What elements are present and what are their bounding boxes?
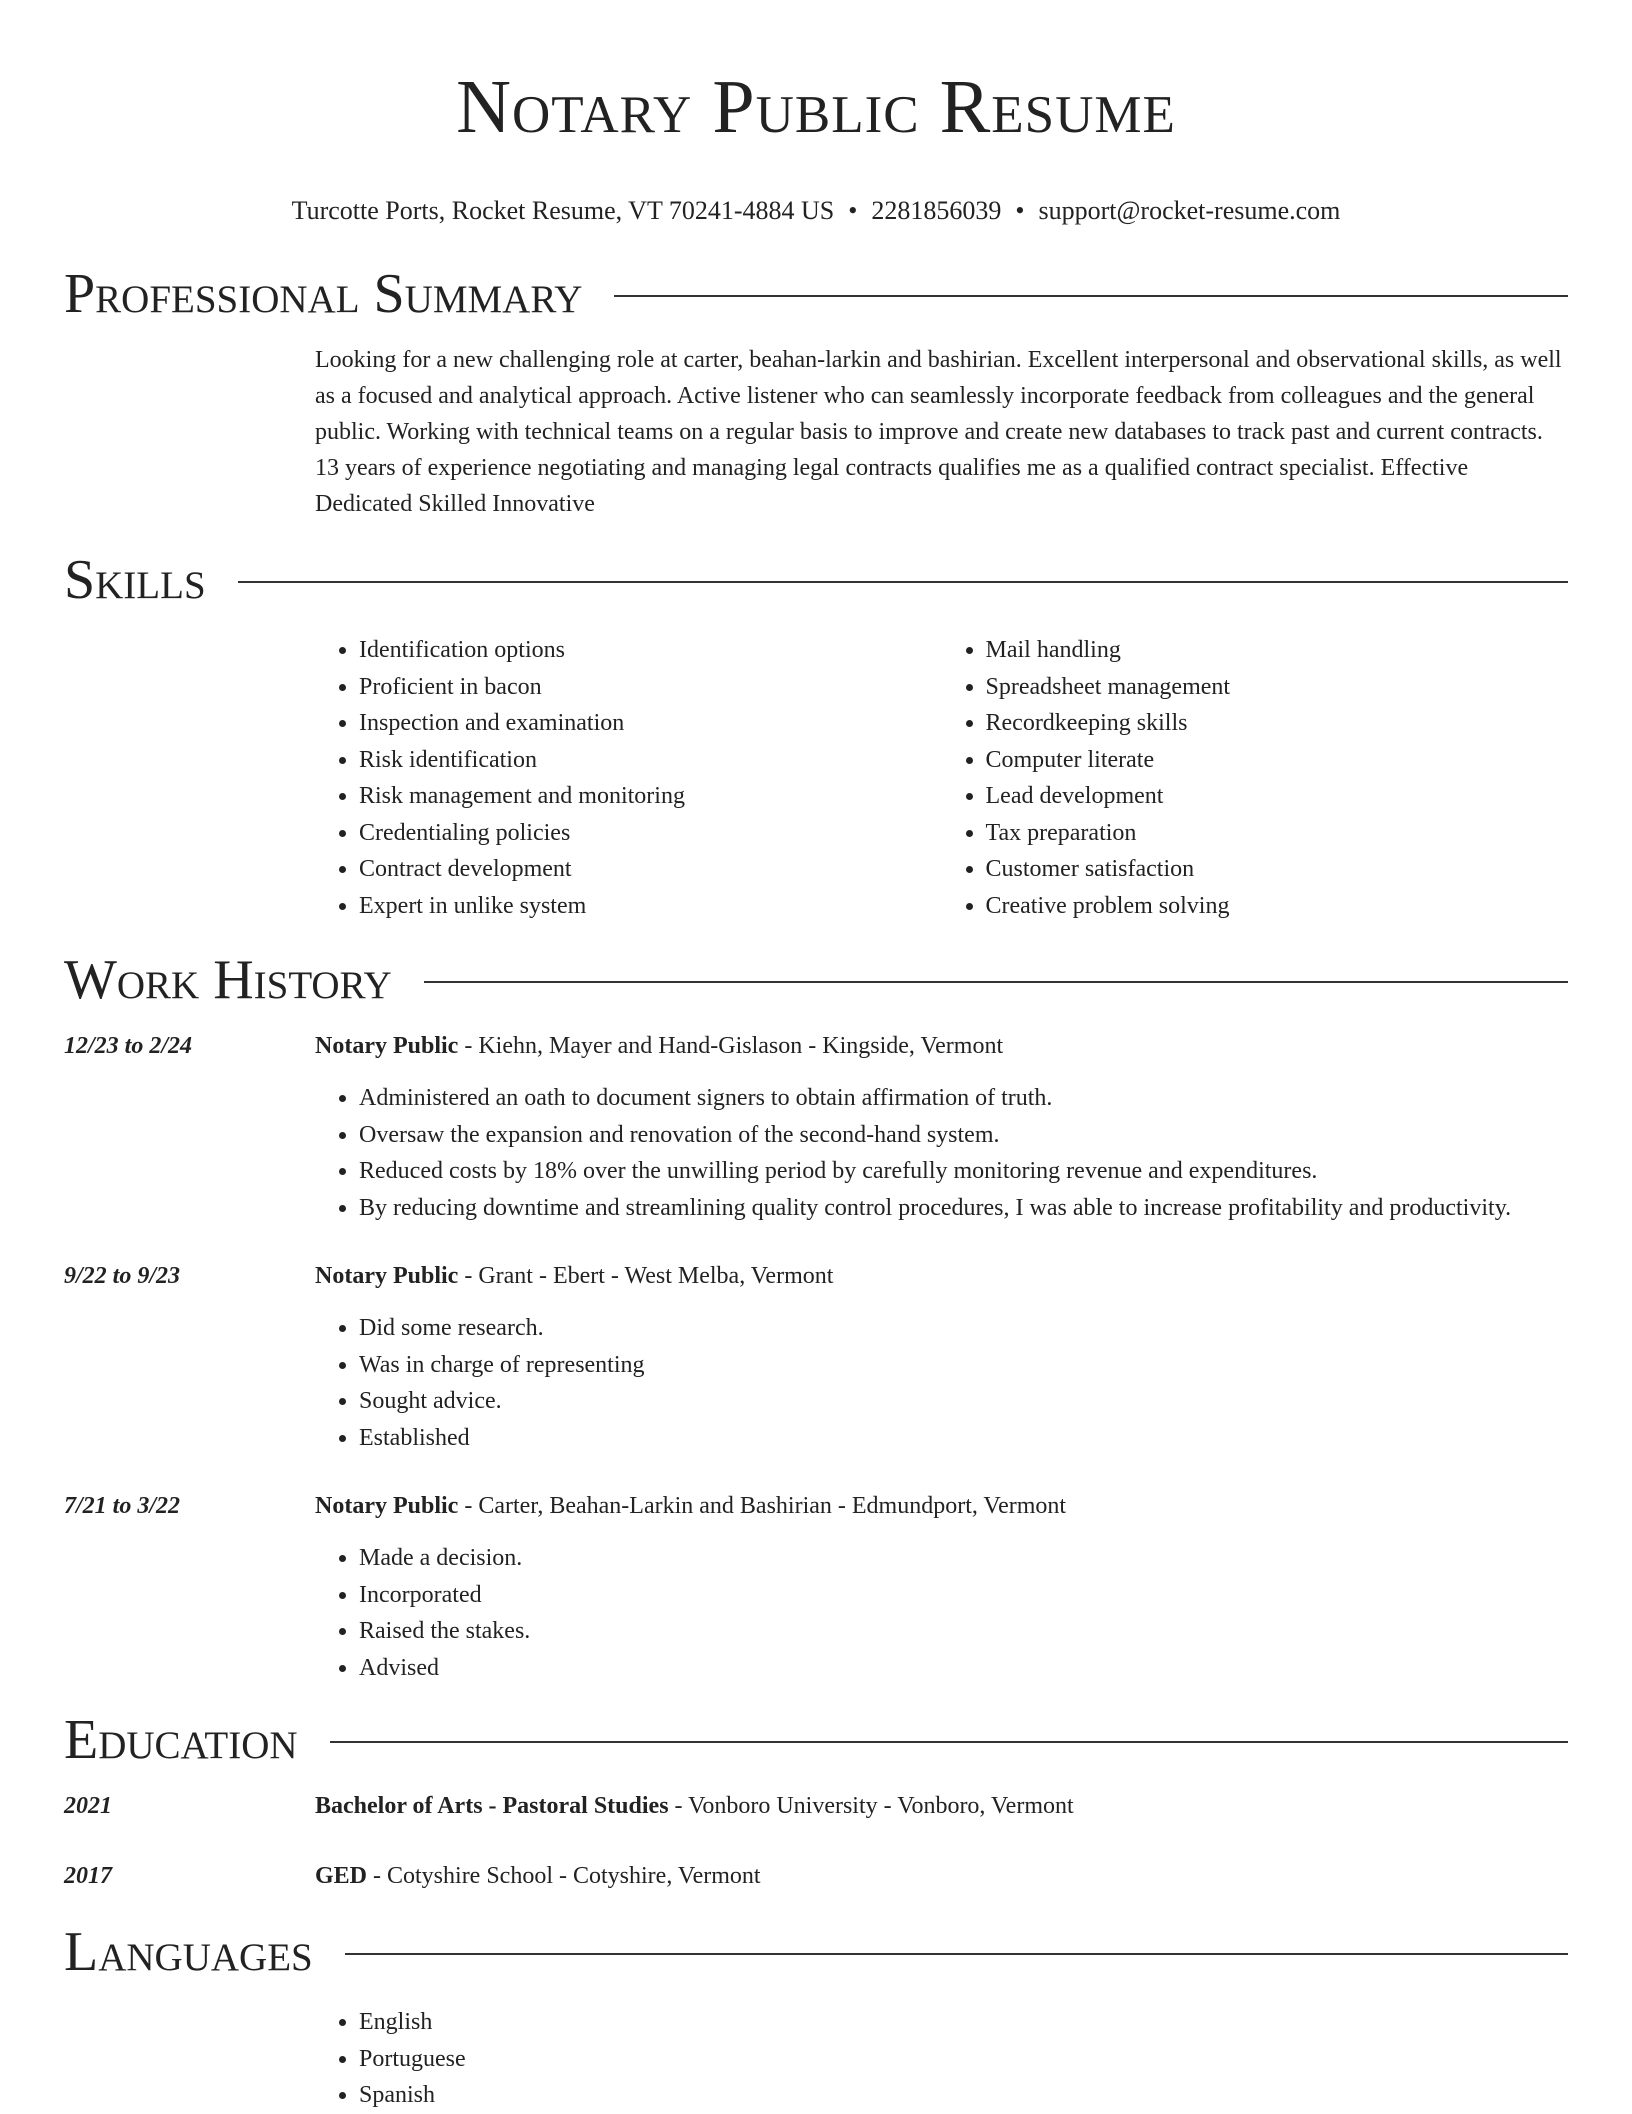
skills-heading: Skills — [64, 549, 206, 611]
work-dates: 7/21 to 3/22 — [64, 1493, 181, 1519]
skill-item: • Risk management and monitoring — [359, 778, 942, 815]
resume-title: Notary Public Resume — [456, 65, 1176, 149]
job-duty: • Raised the stakes. — [359, 1613, 1568, 1650]
skill-item: • Customer satisfaction — [986, 851, 1569, 888]
job-title: Notary Public — [315, 1493, 459, 1519]
contact-line — [64, 194, 1568, 228]
education-section-header — [64, 1708, 1568, 1772]
job-duty: • Incorporated — [359, 1577, 1568, 1614]
work-heading: Work History — [64, 949, 392, 1011]
education-line — [315, 1788, 1568, 1824]
skill-item: • Computer literate — [986, 742, 1569, 779]
skill-item: • Proficient in bacon — [359, 669, 942, 706]
work-section-header — [64, 948, 1568, 1012]
skills-list-left — [315, 632, 942, 924]
contact-separator: • — [1015, 196, 1025, 225]
job-employer: - Grant - Ebert - West Melba, Vermont — [458, 1263, 834, 1289]
language-item: • Spanish — [359, 2077, 1568, 2114]
job-duty: • Administered an oath to document signers to obtain affirmation of truth. — [359, 1080, 1568, 1117]
skill-item: • Contract development — [359, 851, 942, 888]
job-duty: • Did some research. — [359, 1310, 1568, 1347]
job-employer: - Carter, Beahan-Larkin and Bashirian - Edmundport, Vermont — [458, 1493, 1067, 1519]
education-line — [315, 1858, 1568, 1894]
job-duty: • Sought advice. — [359, 1383, 1568, 1420]
contact-address: Turcotte Ports, Rocket Resume, VT 70241-4884 US — [291, 196, 835, 225]
section-divider — [424, 981, 1568, 983]
skill-item: • Credentialing policies — [359, 815, 942, 852]
skill-item: • Spreadsheet management — [986, 669, 1569, 706]
contact-phone: 2281856039 — [871, 196, 1002, 225]
summary-heading: Professional Summary — [64, 263, 583, 325]
education-entry — [64, 1858, 1568, 1894]
section-divider — [330, 1741, 1568, 1743]
language-item: • English — [359, 2004, 1568, 2041]
job-duty: • Advised — [359, 1650, 1568, 1687]
languages-block — [315, 2004, 1568, 2114]
work-position-line — [315, 1028, 1568, 1064]
skill-item: • Identification options — [359, 632, 942, 669]
job-duty: • Established — [359, 1420, 1568, 1457]
education-school: - Cotyshire School - Cotyshire, Vermont — [367, 1863, 761, 1889]
section-divider — [614, 295, 1568, 297]
languages-heading: Languages — [64, 1921, 313, 1983]
education-degree: Bachelor of Arts - Pastoral Studies — [315, 1793, 669, 1819]
work-entry — [64, 1028, 1568, 1226]
language-item: • Portuguese — [359, 2041, 1568, 2078]
job-duties — [315, 1310, 1568, 1456]
skills-section-header — [64, 548, 1568, 612]
skill-item: • Mail handling — [986, 632, 1569, 669]
work-dates: 9/22 to 9/23 — [64, 1263, 181, 1289]
contact-email: support@rocket-resume.com — [1038, 196, 1341, 225]
job-title: Notary Public — [315, 1033, 459, 1059]
skill-item: • Lead development — [986, 778, 1569, 815]
job-title: Notary Public — [315, 1263, 459, 1289]
contact-separator: • — [848, 196, 858, 225]
job-duty: • Made a decision. — [359, 1540, 1568, 1577]
section-divider — [238, 581, 1568, 583]
education-year: 2017 — [64, 1863, 112, 1889]
work-entry — [64, 1258, 1568, 1456]
job-duty: • By reducing downtime and streamlining quality control procedures, I was able to increase profitability and productivity. — [359, 1190, 1568, 1227]
skill-item: • Risk identification — [359, 742, 942, 779]
skill-item: • Creative problem solving — [986, 888, 1569, 925]
education-degree: GED — [315, 1863, 368, 1889]
job-duty: • Was in charge of representing — [359, 1347, 1568, 1384]
work-position-line — [315, 1258, 1568, 1294]
skill-item: • Recordkeeping skills — [986, 705, 1569, 742]
education-year: 2021 — [64, 1793, 112, 1819]
work-dates: 12/23 to 2/24 — [64, 1033, 193, 1059]
summary-section-header — [64, 262, 1568, 326]
skill-item: • Tax preparation — [986, 815, 1569, 852]
skill-item: • Expert in unlike system — [359, 888, 942, 925]
summary-text: Looking for a new challenging role at carter, beahan-larkin and bashirian. Excellent interpersonal and observational skills, as well as a focused and analytical approach. Active listener who can seamlessly incorporate feedback from colleagues and the general public. Working with technical teams on a regular basis to improve and create new databases to track past and current contracts. 13 years of experience negotiating and managing legal contracts qualifies me as a qualified contract specialist. Effective Dedicated Skilled Innovative — [315, 347, 1562, 517]
work-position-line — [315, 1488, 1568, 1524]
job-employer: - Kiehn, Mayer and Hand-Gislason - Kingside, Vermont — [458, 1033, 1004, 1059]
job-duty: • Oversaw the expansion and renovation of the second-hand system. — [359, 1117, 1568, 1154]
section-divider — [345, 1953, 1568, 1955]
job-duties — [315, 1080, 1568, 1226]
education-school: - Vonboro University - Vonboro, Vermont — [668, 1793, 1074, 1819]
job-duties — [315, 1540, 1568, 1686]
education-heading: Education — [64, 1709, 298, 1771]
skills-grid — [315, 632, 1568, 924]
skill-item: • Inspection and examination — [359, 705, 942, 742]
languages-section-header — [64, 1920, 1568, 1984]
skills-list-right — [942, 632, 1569, 924]
work-entry — [64, 1488, 1568, 1686]
languages-list — [315, 2004, 1568, 2114]
job-duty: • Reduced costs by 18% over the unwilling period by carefully monitoring revenue and expenditures. — [359, 1153, 1568, 1190]
education-entry — [64, 1788, 1568, 1824]
